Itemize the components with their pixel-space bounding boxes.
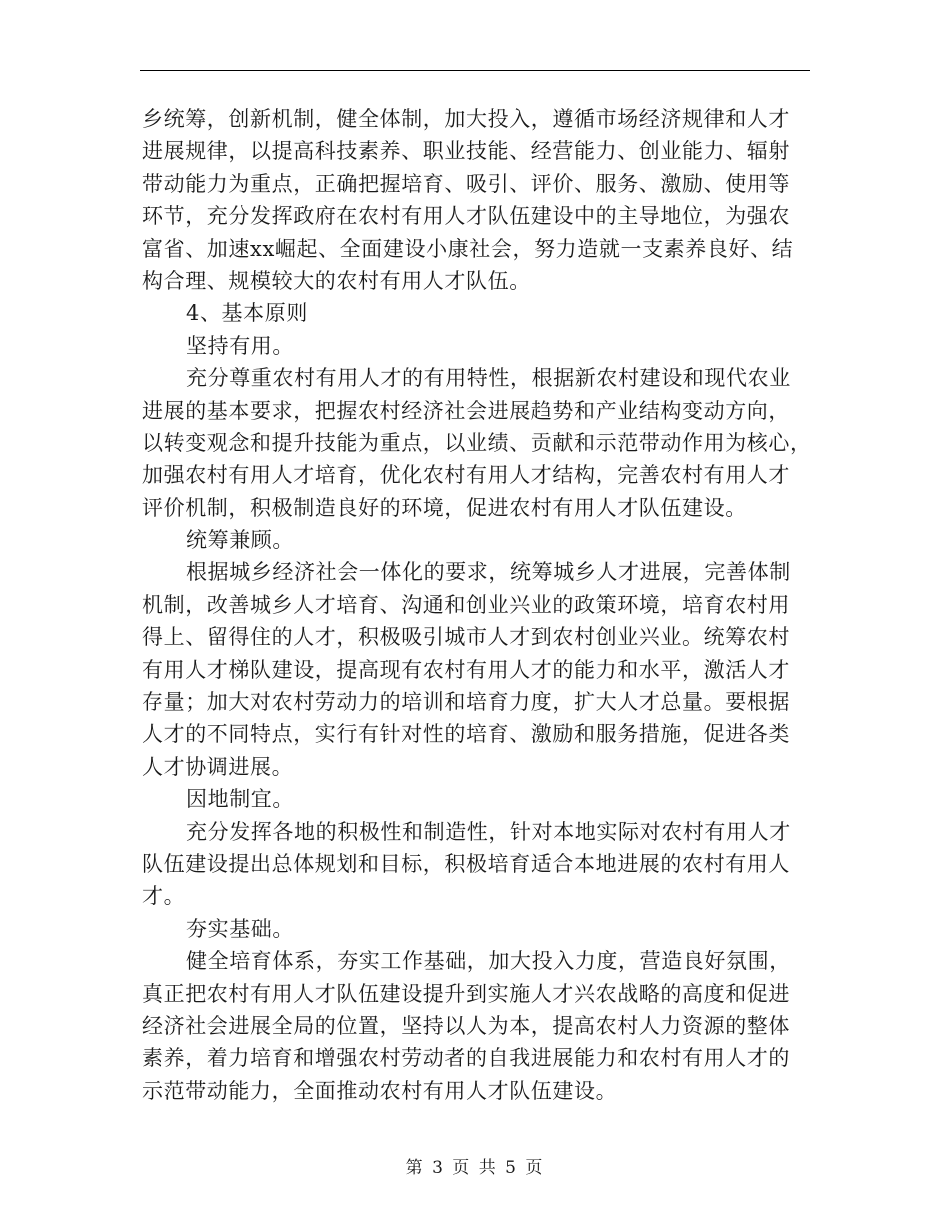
- text-line: 人才的不同特点，实行有针对性的培育、激励和服务措施，促进各类: [142, 722, 790, 747]
- text-line: 统筹兼顾。: [186, 528, 294, 553]
- text-line: 带动能力为重点，正确把握培育、吸引、评价、服务、激励、使用等: [142, 171, 790, 196]
- header-rule: [140, 70, 810, 71]
- text-line: 机制，改善城乡人才培育、沟通和创业兴业的政策环境，培育农村用: [142, 592, 790, 617]
- text-line: 乡统筹，创新机制，健全体制，加大投入，遵循市场经济规律和人才: [142, 107, 790, 131]
- text-line: 经济社会进展全局的位置，坚持以人为本，提高农村人力资源的整体: [142, 1013, 790, 1038]
- document-body: [142, 103, 810, 1107]
- text-line: 根据城乡经济社会一体化的要求，统筹城乡人才进展，完善体制: [186, 560, 791, 585]
- text-line: 才。: [142, 884, 186, 909]
- text-line: 4、基本原则: [186, 301, 308, 326]
- text-line: 有用人才梯队建设，提高现有农村有用人才的能力和水平，激活人才: [142, 657, 790, 682]
- text-line: 示范带动能力，全面推动农村有用人才队伍建设。: [142, 1078, 618, 1103]
- text-line: 进展规律，以提高科技素养、职业技能、经营能力、创业能力、辐射: [142, 139, 790, 164]
- text-line: 富省、加速xx崛起、全面建设小康社会，努力造就一支素养良好、结: [142, 236, 794, 261]
- text-line: 充分发挥各地的积极性和制造性，针对本地实际对农村有用人才: [186, 819, 791, 844]
- text-line: 以转变观念和提升技能为重点，以业绩、贡献和示范带动作用为核心，: [142, 430, 812, 455]
- text-line: 加强农村有用人才培育，优化农村有用人才结构，完善农村有用人才: [142, 463, 790, 488]
- text-line: 充分尊重农村有用人才的有用特性，根据新农村建设和现代农业: [186, 366, 791, 391]
- text-line: 坚持有用。: [186, 333, 294, 358]
- text-line: 因地制宜。: [186, 787, 294, 812]
- text-line: 得上、留得住的人才，积极吸引城市人才到农村创业兴业。统筹农村: [142, 625, 790, 650]
- text-line: 存量；加大对农村劳动力的培训和培育力度，扩大人才总量。要根据: [142, 690, 790, 715]
- text-line: 夯实基础。: [186, 916, 294, 941]
- text-line: 健全培育体系，夯实工作基础，加大投入力度，营造良好氛围，: [186, 949, 791, 974]
- text-line: 环节，充分发挥政府在农村有用人才队伍建设中的主导地位，为强农: [142, 204, 790, 229]
- text-line: 真正把农村有用人才队伍建设提升到实施人才兴农战略的高度和促进: [142, 981, 790, 1006]
- text-line: 人才协调进展。: [142, 754, 294, 779]
- text-line: 进展的基本要求，把握农村经济社会进展趋势和产业结构变动方向，: [142, 398, 790, 423]
- text-line: 构合理、规模较大的农村有用人才队伍。: [142, 268, 531, 293]
- text-line: 评价机制，积极制造良好的环境，促进农村有用人才队伍建设。: [142, 495, 747, 520]
- page-footer: 第 3 页 共 5 页: [405, 1158, 545, 1178]
- text-line: 队伍建设提出总体规划和目标，积极培育适合本地进展的农村有用人: [142, 851, 790, 876]
- text-line: 素养，着力培育和增强农村劳动者的自我进展能力和农村有用人才的: [142, 1046, 790, 1071]
